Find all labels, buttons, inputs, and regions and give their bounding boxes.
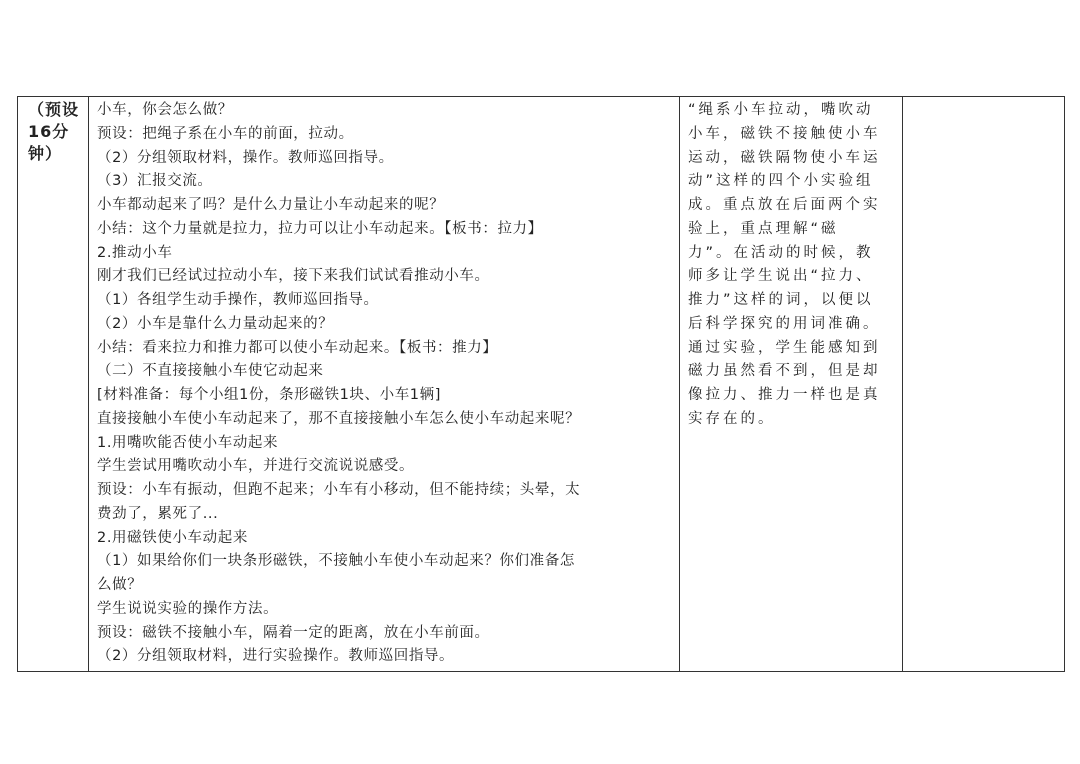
text-line: 小车，你会怎么做？ xyxy=(97,102,233,118)
note-line: 力”。在活动的时候，教 xyxy=(688,244,874,261)
teaching-process-text xyxy=(89,97,679,671)
text-line: 2.推动小车 xyxy=(97,244,173,261)
teaching-process-cell xyxy=(89,97,680,672)
note-line: 后科学探究的用词准确。 xyxy=(688,315,881,332)
text-line: 1.用嘴吹能否使小车动起来 xyxy=(97,434,279,451)
text-line: 小车都动起来了吗？是什么力量让小车动起来的呢？ xyxy=(97,197,445,213)
table-row xyxy=(18,97,1065,672)
text-line: （1）各组学生动手操作，教师巡回指导。 xyxy=(97,292,379,308)
text-line: 预设：把绳子系在小车的前面，拉动。 xyxy=(97,125,354,142)
note-line: 动”这样的四个小实验组 xyxy=(688,173,874,190)
time-cell xyxy=(18,97,89,672)
text-line: （3）汇报交流。 xyxy=(97,173,213,190)
note-line: 运动，磁铁隔物使小车运 xyxy=(688,149,881,166)
text-line: 预设：小车有振动，但跑不起来；小车有小移动，但不能持续；头晕，太 xyxy=(97,482,581,498)
text-line: 小结：这个力量就是拉力，拉力可以让小车动起来。【板书：拉力】 xyxy=(97,220,543,237)
text-line: 2.用磁铁使小车动起来 xyxy=(97,529,248,546)
time-label xyxy=(18,97,88,165)
design-intent-cell xyxy=(680,97,903,672)
text-line: （二）不直接接触小车使它动起来 xyxy=(97,363,324,380)
text-line: [材料准备：每个小组1份，条形磁铁1块、小车1辆] xyxy=(97,387,441,403)
text-line: （2）分组领取材料，进行实验操作。教师巡回指导。 xyxy=(97,648,455,665)
text-line: 费劲了，累死了... xyxy=(97,505,219,522)
text-line: （1）如果给你们一块条形磁铁，不接触小车使小车动起来？你们准备怎 xyxy=(97,553,575,570)
text-line: 直接接触小车使小车动起来了，那不直接接触小车怎么使小车动起来呢？ xyxy=(97,410,581,427)
time-line: 16分 xyxy=(28,122,70,141)
note-line: 磁力虽然看不到，但是却 xyxy=(688,363,881,380)
note-line: “绳系小车拉动，嘴吹动 xyxy=(688,102,874,118)
design-intent-text xyxy=(680,97,902,432)
note-line: 实存在的。 xyxy=(688,410,776,427)
text-line: 预设：磁铁不接触小车，隔着一定的距离，放在小车前面。 xyxy=(97,624,490,641)
note-line: 推力”这样的词，以便以 xyxy=(688,292,874,308)
time-line: （预设 xyxy=(28,100,80,119)
text-line: （2）分组领取材料，操作。教师巡回指导。 xyxy=(97,149,394,166)
note-line: 小车，磁铁不接触使小车 xyxy=(688,125,881,142)
note-line: 成。重点放在后面两个实 xyxy=(688,197,881,213)
text-line: 小结：看来拉力和推力都可以使小车动起来。【板书：推力】 xyxy=(97,339,498,356)
text-line: 么做？ xyxy=(97,577,143,593)
text-line: 刚才我们已经试过拉动小车，接下来我们试试看推动小车。 xyxy=(97,268,490,285)
note-line: 师多让学生说出“拉力、 xyxy=(688,268,874,285)
note-line: 像拉力、推力一样也是真 xyxy=(688,387,881,403)
lesson-plan-table xyxy=(17,96,1065,672)
text-line: 学生尝试用嘴吹动小车，并进行交流说说感受。 xyxy=(97,458,415,475)
note-line: 通过实验，学生能感知到 xyxy=(688,339,881,356)
empty-cell xyxy=(903,97,1065,672)
note-line: 验上，重点理解“磁 xyxy=(688,220,839,237)
time-line: 钟） xyxy=(28,144,63,163)
text-line: 学生说说实验的操作方法。 xyxy=(97,600,279,617)
text-line: （2）小车是靠什么力量动起来的？ xyxy=(97,315,334,332)
